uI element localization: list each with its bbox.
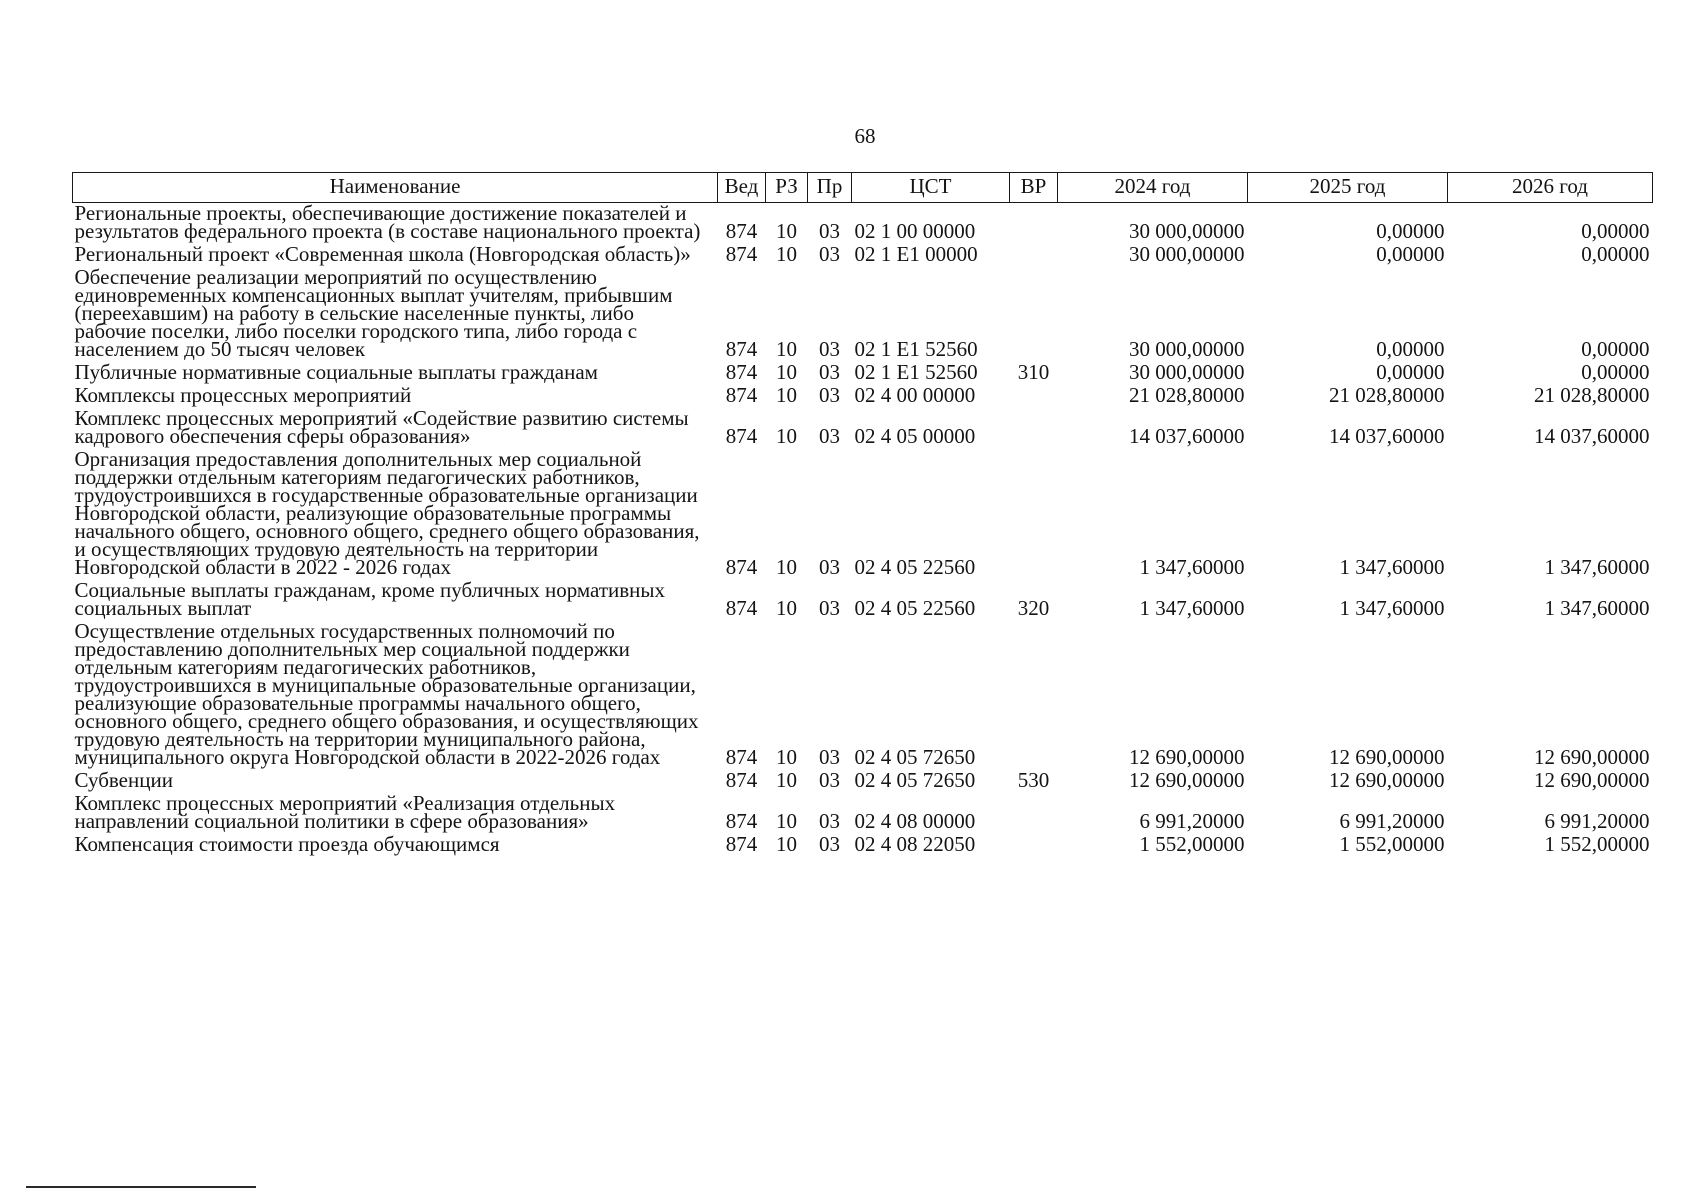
row-cst: 02 4 08 22050 [854, 832, 976, 856]
row-pr: 03 [819, 809, 840, 833]
table-row [73, 770, 1653, 793]
row-amount-2025: 12 690,00000 [1329, 768, 1445, 792]
row-cst: 02 1 E1 52560 [854, 337, 978, 361]
row-amount-2025: 0,00000 [1376, 337, 1445, 361]
row-amount-2026: 0,00000 [1581, 337, 1650, 361]
row-amount-2026: 21 028,80000 [1534, 383, 1650, 407]
row-ved: 874 [725, 337, 758, 361]
page-number: 68 [854, 124, 876, 148]
row-amount-2025: 1 347,60000 [1339, 596, 1445, 620]
row-amount-2024: 30 000,00000 [1129, 242, 1245, 266]
row-name: Организация предоставления дополнительных мер социальной поддержки отдельным категориям педагогических работников, трудоустроившихся в государственные образовательные организации Новгородской области, реализующие образовательные программы начального общего, основного общего, среднего общего образования, и осуществляющих трудовую деятельность на территории Новгородской области в 2022 - 2026 годах [74, 447, 700, 579]
row-name: Публичные нормативные социальные выплаты гражданам [74, 360, 598, 384]
row-rz: 10 [776, 383, 797, 407]
row-amount-2025: 12 690,00000 [1329, 745, 1445, 769]
row-amount-2024: 30 000,00000 [1129, 360, 1245, 384]
row-ved: 874 [725, 555, 758, 579]
row-rz: 10 [776, 768, 797, 792]
table-row [73, 267, 1653, 362]
row-amount-2025: 1 552,00000 [1339, 832, 1445, 856]
row-pr: 03 [819, 360, 840, 384]
row-rz: 10 [776, 424, 797, 448]
row-ved: 874 [725, 219, 758, 243]
row-amount-2024: 1 347,60000 [1139, 555, 1245, 579]
row-ved: 874 [725, 745, 758, 769]
row-pr: 03 [819, 242, 840, 266]
row-name: Комплекс процессных мероприятий «Содействие развитию системы кадрового обеспечения сферы образования» [74, 406, 689, 448]
table-row [73, 203, 1653, 245]
row-amount-2025: 14 037,60000 [1329, 424, 1445, 448]
row-amount-2024: 30 000,00000 [1129, 219, 1245, 243]
header-cst: ЦСТ [852, 173, 1010, 203]
table-row [73, 244, 1653, 267]
row-amount-2024: 1 347,60000 [1139, 596, 1245, 620]
row-amount-2024: 21 028,80000 [1129, 383, 1245, 407]
row-amount-2024: 30 000,00000 [1129, 337, 1245, 361]
row-amount-2026: 12 690,00000 [1534, 745, 1650, 769]
row-amount-2026: 0,00000 [1581, 242, 1650, 266]
row-rz: 10 [776, 555, 797, 579]
row-name: Осуществление отдельных государственных полномочий по предоставлению дополнительных мер социальной поддержки отдельным категориям педагогических работников, трудоустроившихся в муниципальные образовательные организации, реализующие образовательные программы начального общего, основного общего, среднего общего образования, и осуществляющих трудовую деятельность на территории муниципального района, муниципального округа Новгородской области в 2022-2026 годах [74, 619, 699, 769]
header-vr: ВР [1010, 173, 1058, 203]
row-amount-2026: 0,00000 [1581, 360, 1650, 384]
table-row [73, 449, 1653, 580]
row-amount-2025: 0,00000 [1376, 219, 1445, 243]
row-vr [1010, 621, 1058, 770]
header-2024: 2024 год [1058, 173, 1248, 203]
row-name: Субвенции [74, 768, 173, 792]
row-amount-2024: 1 552,00000 [1139, 832, 1245, 856]
row-name: Комплексы процессных мероприятий [74, 383, 412, 407]
row-name: Социальные выплаты гражданам, кроме публичных нормативных социальных выплат [74, 578, 666, 620]
table-body [73, 203, 1653, 858]
row-cst: 02 1 00 00000 [854, 219, 976, 243]
row-amount-2026: 14 037,60000 [1534, 424, 1650, 448]
row-ved: 874 [725, 242, 758, 266]
row-rz: 10 [776, 745, 797, 769]
row-rz: 10 [776, 832, 797, 856]
row-amount-2026: 6 991,20000 [1544, 809, 1650, 833]
row-rz: 10 [776, 360, 797, 384]
row-name: Комплекс процессных мероприятий «Реализация отдельных направлений социальной политики в сфере образования» [74, 791, 616, 833]
table-row [73, 408, 1653, 449]
row-name: Компенсация стоимости проезда обучающимся [74, 832, 500, 856]
row-rz: 10 [776, 809, 797, 833]
row-vr [1010, 408, 1058, 449]
row-ved: 874 [725, 768, 758, 792]
header-row [73, 173, 1653, 203]
row-amount-2024: 12 690,00000 [1129, 768, 1245, 792]
row-ved: 874 [725, 360, 758, 384]
row-vr [1010, 834, 1058, 857]
row-vr: 530 [1017, 768, 1050, 792]
row-cst: 02 4 05 22560 [854, 555, 976, 579]
row-amount-2025: 1 347,60000 [1339, 555, 1445, 579]
row-vr [1010, 203, 1058, 245]
row-vr [1010, 244, 1058, 267]
row-pr: 03 [819, 383, 840, 407]
row-amount-2025: 21 028,80000 [1329, 383, 1445, 407]
row-pr: 03 [819, 337, 840, 361]
row-ved: 874 [725, 383, 758, 407]
footnote-rule [26, 1186, 256, 1188]
row-pr: 03 [819, 596, 840, 620]
table-row [73, 362, 1653, 385]
row-amount-2025: 0,00000 [1376, 360, 1445, 384]
table-row [73, 385, 1653, 408]
row-ved: 874 [725, 424, 758, 448]
row-cst: 02 1 E1 52560 [854, 360, 978, 384]
budget-table [72, 172, 1653, 857]
row-vr: 310 [1017, 360, 1050, 384]
row-pr: 03 [819, 745, 840, 769]
row-cst: 02 4 00 00000 [854, 383, 976, 407]
row-cst: 02 1 E1 00000 [854, 242, 978, 266]
row-vr [1010, 449, 1058, 580]
row-cst: 02 4 08 00000 [854, 809, 976, 833]
header-rz: РЗ [766, 173, 808, 203]
row-amount-2026: 0,00000 [1581, 219, 1650, 243]
row-rz: 10 [776, 219, 797, 243]
table-row [73, 621, 1653, 770]
row-ved: 874 [725, 596, 758, 620]
row-pr: 03 [819, 555, 840, 579]
row-amount-2024: 6 991,20000 [1139, 809, 1245, 833]
row-vr [1010, 385, 1058, 408]
row-amount-2024: 14 037,60000 [1129, 424, 1245, 448]
row-name: Региональные проекты, обеспечивающие достижение показателей и результатов федерального проекта (в составе национального проекта) [74, 201, 701, 243]
header-2026: 2026 год [1448, 173, 1653, 203]
row-cst: 02 4 05 22560 [854, 596, 976, 620]
header-pr: Пр [808, 173, 852, 203]
row-amount-2025: 6 991,20000 [1339, 809, 1445, 833]
table-row [73, 580, 1653, 621]
table-row [73, 793, 1653, 834]
row-amount-2025: 0,00000 [1376, 242, 1445, 266]
row-amount-2026: 12 690,00000 [1534, 768, 1650, 792]
header-name: Наименование [73, 173, 718, 203]
row-cst: 02 4 05 00000 [854, 424, 976, 448]
row-cst: 02 4 05 72650 [854, 745, 976, 769]
row-amount-2026: 1 347,60000 [1544, 596, 1650, 620]
header-ved: Вед [718, 173, 766, 203]
row-pr: 03 [819, 424, 840, 448]
row-name: Обеспечение реализации мероприятий по осуществлению единовременных компенсационных выплат учителям, прибывшим (переехавшим) на работу в сельские населенные пункты, либо рабочие поселки, либо поселки городского типа, либо города с населением до 50 тысяч человек [74, 265, 673, 361]
row-rz: 10 [776, 242, 797, 266]
row-vr: 320 [1017, 596, 1050, 620]
header-2025: 2025 год [1248, 173, 1448, 203]
row-pr: 03 [819, 219, 840, 243]
row-name: Региональный проект «Современная школа (Новгородская область)» [74, 242, 691, 266]
row-pr: 03 [819, 832, 840, 856]
row-cst: 02 4 05 72650 [854, 768, 976, 792]
row-amount-2024: 12 690,00000 [1129, 745, 1245, 769]
row-amount-2026: 1 347,60000 [1544, 555, 1650, 579]
row-ved: 874 [725, 809, 758, 833]
row-vr [1010, 793, 1058, 834]
row-vr [1010, 267, 1058, 362]
row-pr: 03 [819, 768, 840, 792]
row-rz: 10 [776, 596, 797, 620]
row-rz: 10 [776, 337, 797, 361]
table-row [73, 834, 1653, 857]
row-ved: 874 [725, 832, 758, 856]
table-header [73, 173, 1653, 203]
row-amount-2026: 1 552,00000 [1544, 832, 1650, 856]
